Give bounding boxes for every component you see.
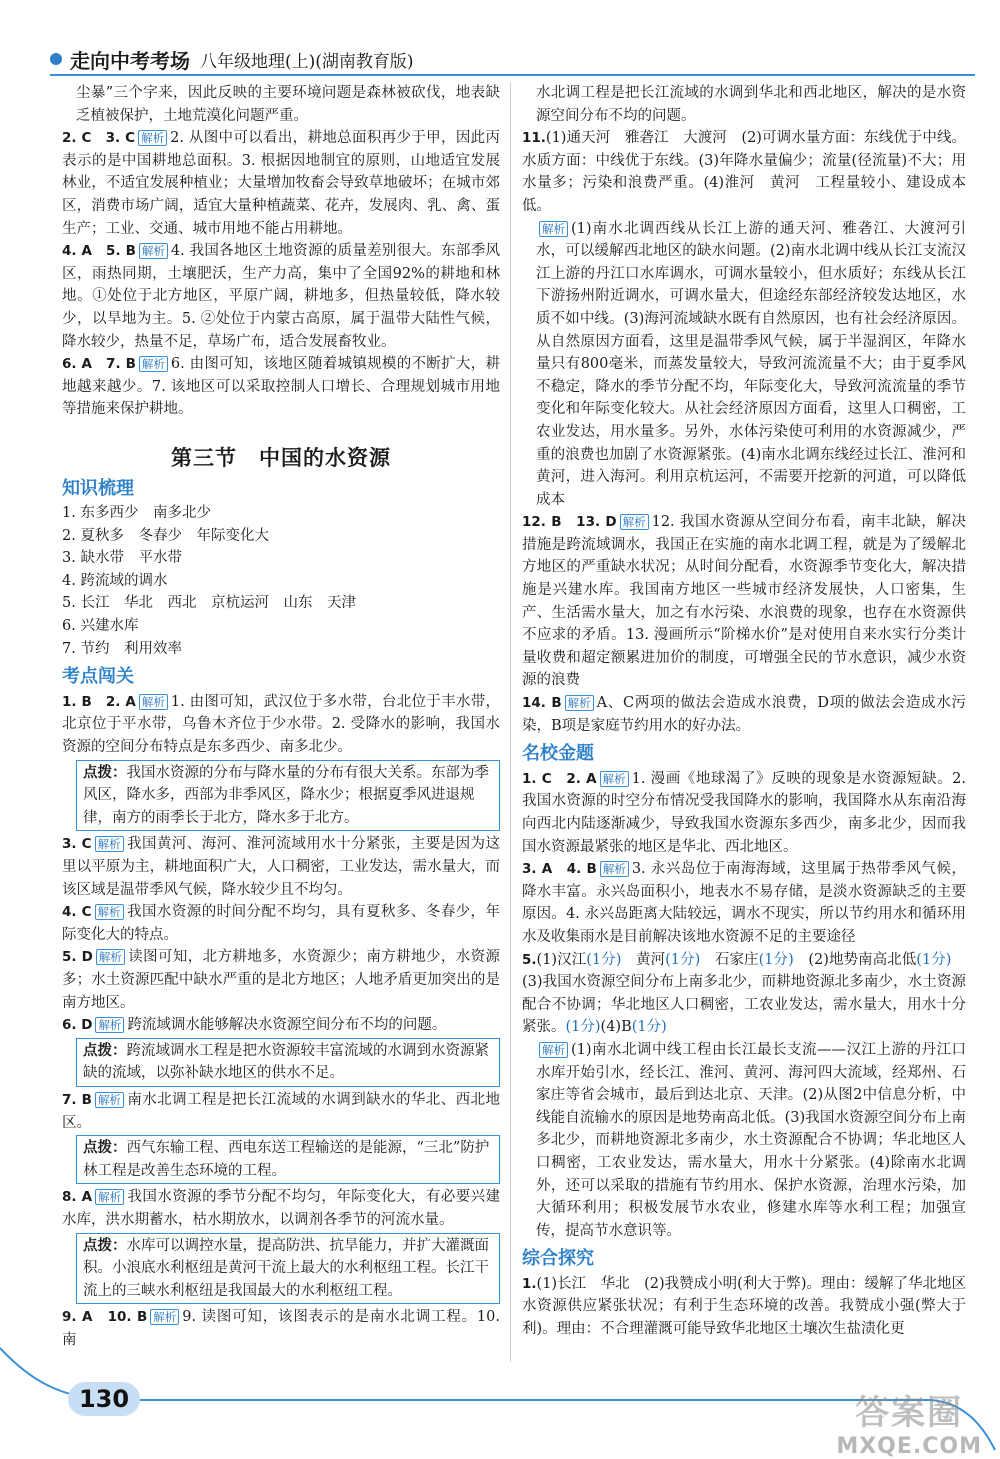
tip-text: 我国水资源的分布与降水量的分布有很大关系。东部为季风区，降水多，西部为非季风区，降水少；根据夏季风进退规律，南方的雨季长于北方，降水多于北方。: [83, 764, 489, 826]
answer-key: 4. A 5. B: [62, 243, 136, 260]
answer-text: 石家庄: [700, 951, 759, 968]
book-title: 走向中考考场: [70, 48, 190, 73]
analysis-text: 南水北调工程是把长江流域的水调到缺水的华北、西北地区。: [62, 1091, 500, 1131]
analysis-tag: 解析: [539, 221, 568, 237]
analysis-text: 我国水资源的时间分配不均匀，具有夏秋多、冬春少，年际变化大的特点。: [62, 904, 500, 943]
answer-item: [522, 511, 966, 692]
tip-label: 点拨：: [83, 1237, 127, 1254]
answer-key: 3. C: [62, 836, 92, 853]
answer-item: [62, 1186, 500, 1231]
answer-text: (1)汉江: [536, 951, 587, 968]
analysis-tag: 解析: [95, 904, 124, 920]
analysis-tag: 解析: [139, 243, 168, 259]
analysis-tag: 解析: [539, 1042, 568, 1058]
score-note: (1分): [565, 1019, 601, 1036]
subsection-title-mingxiao: 名校金题: [522, 743, 594, 765]
header-divider: [50, 74, 975, 76]
analysis-tag: 解析: [600, 861, 629, 877]
analysis-tag: 解析: [95, 836, 124, 852]
analysis-text: 2. 从图中可以看出，耕地总面积再少于甲，因此丙表示的是中国耕地总面积。3. 根据因地制宜的原则，山地适宜发展林业，不适宜发展种植业；大量增加牧畜会导致草地破坏；在城市郊区，消费市场广阔，适宜大量种植蔬菜、花卉，发展肉、乳、禽、蛋生产；工业、交通、城市用地不能占用耕地。: [62, 130, 500, 237]
analysis-paragraph: [522, 218, 966, 512]
answer-item: [62, 353, 500, 421]
answer-item: [62, 1014, 500, 1037]
analysis-text: 我国水资源的季节分配不均匀，年际变化大，有必要兴建水库，洪水期蓄水，枯水期放水，以调剂各季节的河流水量。: [62, 1189, 501, 1228]
score-note: (1分): [586, 951, 622, 968]
list-item: 3. 缺水带 平水带: [62, 550, 182, 567]
answer-item: [62, 1089, 500, 1134]
section-title: 第三节 中国的水资源: [171, 445, 391, 470]
tip-box: [76, 1135, 500, 1184]
tip-text: 水库可以调控水量，提高防洪、抗旱能力，并扩大灌溉面积。小浪底水利枢纽是黄河干流上最大的水利枢纽工程。长江干流上的三峡水利枢纽是我国最大的水利枢纽工程。: [83, 1237, 489, 1299]
analysis-text: 12. 我国水资源从空间分布看，南丰北缺，解决措施是跨流域调水，我国正在实施的南水北调工程，就是为了缓解北方地区的严重缺水状况；从时间分配看，水资源季节变化大，解决措施是兴建水库。我国南方地区一些城市经济发展快，人口密集，生产、生活需水量大，加之有水污染、水浪费的现象，也存在水资源供不应求的矛盾。13. 漫画所示“阶梯水价”是对使用自来水实行分类计量收费和超定额累进加价的制度，可增强全民的节水意识，减少水资源的浪费: [522, 514, 966, 689]
paragraph: 尘暴”三个字来，因此反映的主要环境问题是森林被砍伐，地表缺乏植被保护，土地荒漠化问题严重。: [76, 85, 500, 124]
answer-key: 3. A 4. B: [522, 861, 597, 878]
answer-text: (2)地势南高北低: [793, 951, 917, 968]
tip-label: 点拨：: [83, 1140, 127, 1157]
list-item: 4. 跨流域的调水: [62, 572, 168, 589]
analysis-tag: 解析: [95, 1017, 124, 1033]
answer-key: 8. A: [62, 1189, 93, 1206]
answer-key: 6. D: [62, 1017, 93, 1034]
analysis-tag: 解析: [96, 949, 125, 965]
tip-text: 西气东输工程、西电东送工程输送的是能源，“三北”防护林工程是改善生态环境的工程。: [83, 1140, 490, 1179]
column-divider: [510, 82, 511, 1362]
tip-text: 跨流域调水工程是把水资源较丰富流域的水调到水资源紧缺的流域，以弥补缺水地区的供水不足。: [83, 1042, 489, 1082]
answer-key: 5. D: [62, 949, 93, 966]
list-item: 5. 长江 华北 西北 京杭运河 山东 天津: [62, 595, 356, 612]
analysis-tag: 解析: [138, 130, 167, 146]
page-number: 130: [68, 1382, 140, 1416]
score-note: (1分): [665, 951, 701, 968]
answer-item: [522, 127, 966, 217]
right-column: [522, 82, 966, 1341]
watermark-url: MXQE.COM: [836, 1434, 982, 1459]
answer-item: [522, 949, 966, 1039]
answer-key: 2. C 3. C: [62, 130, 136, 147]
analysis-text: 1. 由图可知，武汉位于多水带，台北位于丰水带，北京位于平水带，乌鲁木齐位于少水带。2. 受降水的影响，我国水资源的空间分布特点是东多西少、南多北少。: [62, 693, 500, 756]
answer-text: 黄河: [621, 951, 666, 968]
answer-key: 4. C: [62, 904, 92, 921]
tip-label: 点拨：: [83, 764, 127, 781]
answer-item: [62, 240, 500, 353]
tip-box: [76, 1038, 500, 1087]
analysis-text: 读图可知，北方耕地多，水资源少；南方耕地少，水资源多；水土资源匹配中缺水严重的是北方地区；人地矛盾更加突出的是南方地区。: [62, 949, 501, 1011]
answer-key: 1. B 2. A: [62, 693, 136, 710]
paragraph: 水北调工程是把长江流域的水调到华北和西北地区，解决的是水资源空间分布不均的问题。: [536, 85, 966, 124]
list-item: 7. 节约 利用效率: [62, 640, 182, 657]
answer-item: [62, 833, 500, 901]
analysis-text: 4. 我国各地区土地资源的质量差别很大。东部季风区，雨热同期，土壤肥沃，生产力高，集中了全国92%的耕地和林地。①处位于北方地区，平原广阔，耕地多，但热量较低，降水较少，以旱地为主。5. ②处位于内蒙古高原，属于温带大陆性气候，降水较少，热量不足，草场广布，适合发展畜牧业。: [62, 243, 500, 350]
answer-key: 12. B 13. D: [522, 514, 617, 531]
score-note: (1分): [758, 951, 794, 968]
analysis-text: A、C两项的做法会造成水浪费，D项的做法会造成水污染，B项是家庭节约用水的好办法。: [522, 695, 966, 734]
left-column: [62, 82, 500, 1351]
score-note: (1分): [916, 951, 952, 968]
answer-item: [62, 691, 500, 759]
answer-text: (1)通天河 雅砻江 大渡河 (2)可调水量方面：东线优于中线。水质方面：中线优于东线。(3)年降水量偏少；流量(径流量)不大；用水量多；污染和浪费严重。(4)淮河 黄河 工程量较小、建设成本低。: [522, 130, 966, 214]
answer-key: 1.: [522, 1275, 537, 1292]
analysis-tag: 解析: [139, 694, 168, 710]
analysis-text: 1. 漫画《地球渴了》反映的现象是水资源短缺。2. 我国水资源的时空分布情况受我国降水的影响，我国降水从东南沿海向西北内陆逐渐减少，导致我国水资源东多西少，南多北少，因而我国水资源最紧张的地区是华北、西北地区。: [522, 770, 966, 855]
answer-item: [62, 946, 500, 1014]
analysis-text: (1)南水北调中线工程由长江最长支流——汉江上游的丹江口水库开始引水，经长江、淮河、黄河、海河四大流域，经郑州、石家庄等省会城市，最后到达北京、天津。(2)从图2中信息分析，中线能自流输水的原因是地势南高北低。(3)我国水资源空间分布上南多北少，而耕地资源北多南少，水土资源配合不协调；华北地区人口稠密，工农业发达，需水量大，用水十分紧张。(4)除南水北调外，还可以采取的措施有节约用水、保护水资源，治理水污染，加大循环利用；积极发展节水农业，修建水库等水利工程；加强宣传，提高节水意识等。: [536, 1041, 966, 1239]
answer-item: [522, 858, 966, 948]
tip-box: [76, 1233, 500, 1305]
answer-text: (4)B: [600, 1019, 632, 1036]
answer-key: 1. C 2. A: [522, 770, 597, 787]
analysis-tag: 解析: [139, 356, 168, 372]
analysis-tag: 解析: [95, 1092, 124, 1108]
answer-item: [522, 768, 966, 858]
answer-key: 11.: [522, 130, 546, 147]
analysis-text: 跨流域调水能够解决水资源空间分布不均的问题。: [127, 1017, 447, 1034]
analysis-tag: 解析: [95, 1189, 124, 1205]
answer-text: (1)长江 华北 (2)我赞成小明(利大于弊)。理由：缓解了华北地区水资源供应紧张状况；有利于生态环境的改善。我赞成小强(弊大于利)。理由：不合理灌溉可能导致华北地区土壤次生盐渍化更: [522, 1275, 966, 1338]
analysis-text: (1)南水北调西线从长江上游的通天河、雅砻江、大渡河引水，可以缓解西北地区的缺水问题。(2)南水北调中线从长江支流汉江上游的丹江口水库调水，可调水量较小，但水质好；东线从长江下游扬州附近调水，可调水量大，但途经东部经济较发达地区，水质不如中线。(3)海河流域缺水既有自然原因，也有社会经济原因。从自然原因方面看，这里是温带季风气候，属于半湿润区，年降水量只有800毫米，而蒸发量较大，导致河流流量不大；由于夏季风不稳定，降水的季节分配不均，年际变化大，导致河流流量的季节变化和年际变化较大。从社会经济原因方面看，这里人口稠密，工农业发达，用水量多。另外，水体污染使可利用的水资源减少，严重的浪费也加剧了水资源紧张。(4)南水北调东线经过长江、淮河和黄河，进入海河。利用京杭运河，不需要开挖新的河道，可以降低成本: [536, 220, 966, 508]
answer-key: 7. B: [62, 1091, 92, 1108]
analysis-paragraph: [522, 1039, 966, 1242]
analysis-tag: 解析: [600, 771, 629, 787]
subsection-title-kaodian: 考点闯关: [62, 666, 134, 688]
watermark: [836, 1385, 982, 1459]
answer-item: [62, 901, 500, 946]
list-item: 1. 东多西少 南多北少: [62, 505, 211, 522]
analysis-text: 我国黄河、海河、淮河流域用水十分紧张，主要是因为这里以平原为主，耕地面积广大，人口稠密，工业发达，需水量大，而该区域是温带季风气候，降水较少且不均匀。: [62, 836, 500, 898]
knowledge-list: [62, 502, 500, 660]
page-header: [50, 44, 930, 74]
subsection-title-zonghe: 综合探究: [522, 1248, 594, 1270]
watermark-logo: 答案圈: [855, 1393, 964, 1433]
tip-box: [76, 760, 500, 832]
list-item: 2. 夏秋多 冬春少 年际变化大: [62, 527, 269, 544]
answer-key: 14. B: [522, 695, 562, 712]
answer-item: [522, 1273, 966, 1341]
analysis-text: 9. 读图可知，该图表示的是南水北调工程。10. 南: [62, 1309, 500, 1348]
score-note: (1分): [631, 1019, 667, 1036]
analysis-tag: 解析: [565, 695, 594, 711]
analysis-text: 3. 永兴岛位于南海海域，这里属于热带季风气候，降水丰富。永兴岛面积小，地表水不易存储，是淡水资源缺乏的主要原因。4. 永兴岛距离大陆较远，调水不现实，所以节约用水和循环用水及收集雨水是目前解决该地水资源不足的主要途径: [522, 861, 966, 945]
answer-key: 5.: [522, 951, 537, 968]
analysis-tag: 解析: [620, 514, 649, 530]
subsection-title-zhishi: 知识梳理: [62, 477, 134, 499]
answer-item: [522, 692, 966, 737]
header-bullet-icon: [50, 53, 62, 65]
answer-item: [62, 127, 500, 240]
book-subtitle: 八年级地理(上)(湖南教育版): [200, 51, 414, 72]
list-item: 6. 兴建水库: [62, 618, 139, 635]
analysis-tag: 解析: [150, 1309, 179, 1325]
answer-key: 6. A 7. B: [62, 356, 136, 373]
tip-label: 点拨：: [83, 1042, 127, 1059]
answer-key: 9. A 10. B: [62, 1309, 148, 1326]
answer-text: (3)我国水资源空间分布上南多北少，而耕地资源北多南少，水土资源配合不协调；华北地区人口稠密，工农业发达，需水量大，用水十分紧张。: [522, 951, 966, 1036]
analysis-text: 6. 由图可知，该地区随着城镇规模的不断扩大，耕地越来越少。7. 该地区可以采取控制人口增长、合理规划城市用地等措施来保护耕地。: [62, 356, 500, 418]
